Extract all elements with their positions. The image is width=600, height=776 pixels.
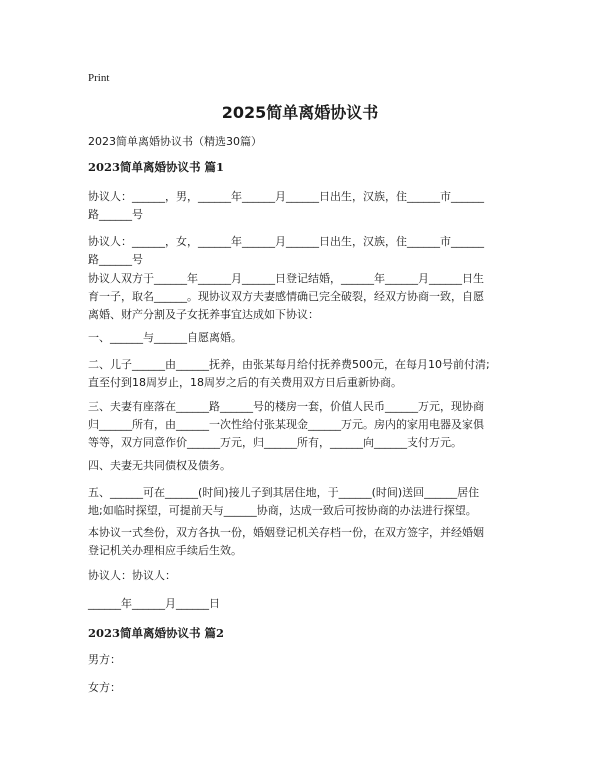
- clause-1: [88, 329, 518, 347]
- text-line: 协议人双方于______年______月______日登记结婚，______年______月______日生: [88, 272, 484, 285]
- paragraph-copies: [88, 524, 518, 560]
- text-line: 本协议一式叁份，双方各执一份，婚姻登记机关存档一份，在双方签字，并经婚姻: [88, 526, 484, 539]
- clause-4: [88, 457, 518, 475]
- section-heading-1: 2023简单离婚协议书 篇1: [88, 160, 225, 174]
- text-line: 三、夫妻有座落在______路______号的楼房一套，价值人民币______万元，现协商: [88, 400, 484, 413]
- text-line: 女方：: [88, 681, 121, 694]
- party-line-female: [88, 679, 518, 697]
- text-line: 协议人：______，男，______年______月______日出生，汉族，住______市______: [88, 190, 484, 203]
- text-line: 登记机关办理相应手续后生效。: [88, 544, 242, 557]
- text-line: 路______号: [88, 208, 143, 221]
- paragraph-marriage-background: [88, 270, 518, 324]
- text-line: 育一子，取名______。现协议双方夫妻感情确已完全破裂，经双方协商一致，自愿: [88, 290, 484, 303]
- text-line: 男方：: [88, 653, 121, 666]
- paragraph-party-male: [88, 188, 518, 224]
- text-line: 协议人：协议人：: [88, 569, 176, 582]
- text-line: 离婚、财产分割及子女抚养事宜达成如下协议：: [88, 308, 319, 321]
- clause-3: [88, 398, 518, 452]
- print-label[interactable]: Print: [88, 72, 110, 84]
- party-line-male: [88, 651, 518, 669]
- clause-2: [88, 356, 518, 392]
- signature-line: [88, 567, 518, 585]
- section-heading-2: 2023简单离婚协议书 篇2: [88, 626, 225, 640]
- paragraph-party-female: [88, 233, 518, 269]
- text-line: 归______所有，由______一次性给付张某现金______万元。房内的家用电器及家俱: [88, 418, 484, 431]
- text-line: 直至付到18周岁止，18周岁之后的有关费用双方日后重新协商。: [88, 376, 402, 389]
- clause-5: [88, 484, 518, 520]
- text-line: 地;如临时探望，可提前天与______协商，达成一致后可按协商的办法进行探望。: [88, 504, 477, 517]
- date-line: [88, 595, 518, 613]
- text-line: 等等，双方同意作价______万元，归______所有，______向______支付万元。: [88, 436, 462, 449]
- page-title: 2025简单离婚协议书: [221, 103, 379, 122]
- text-line: ______年______月______日: [88, 597, 220, 610]
- text-line: 五、______可在______(时间)接儿子到其居住地，于______(时间)送回______居住: [88, 486, 480, 499]
- document-subtitle: 2023简单离婚协议书（精选30篇）: [88, 135, 262, 148]
- text-line: 协议人：______，女，______年______月______日出生，汉族，住______市______: [88, 235, 484, 248]
- text-line: 四、夫妻无共同债权及债务。: [88, 459, 231, 472]
- text-line: 路______号: [88, 253, 143, 266]
- text-line: 二、儿子______由______抚养，由张某每月给付抚养费500元，在每月10号前付清;: [88, 358, 490, 371]
- text-line: 一、______与______自愿离婚。: [88, 331, 242, 344]
